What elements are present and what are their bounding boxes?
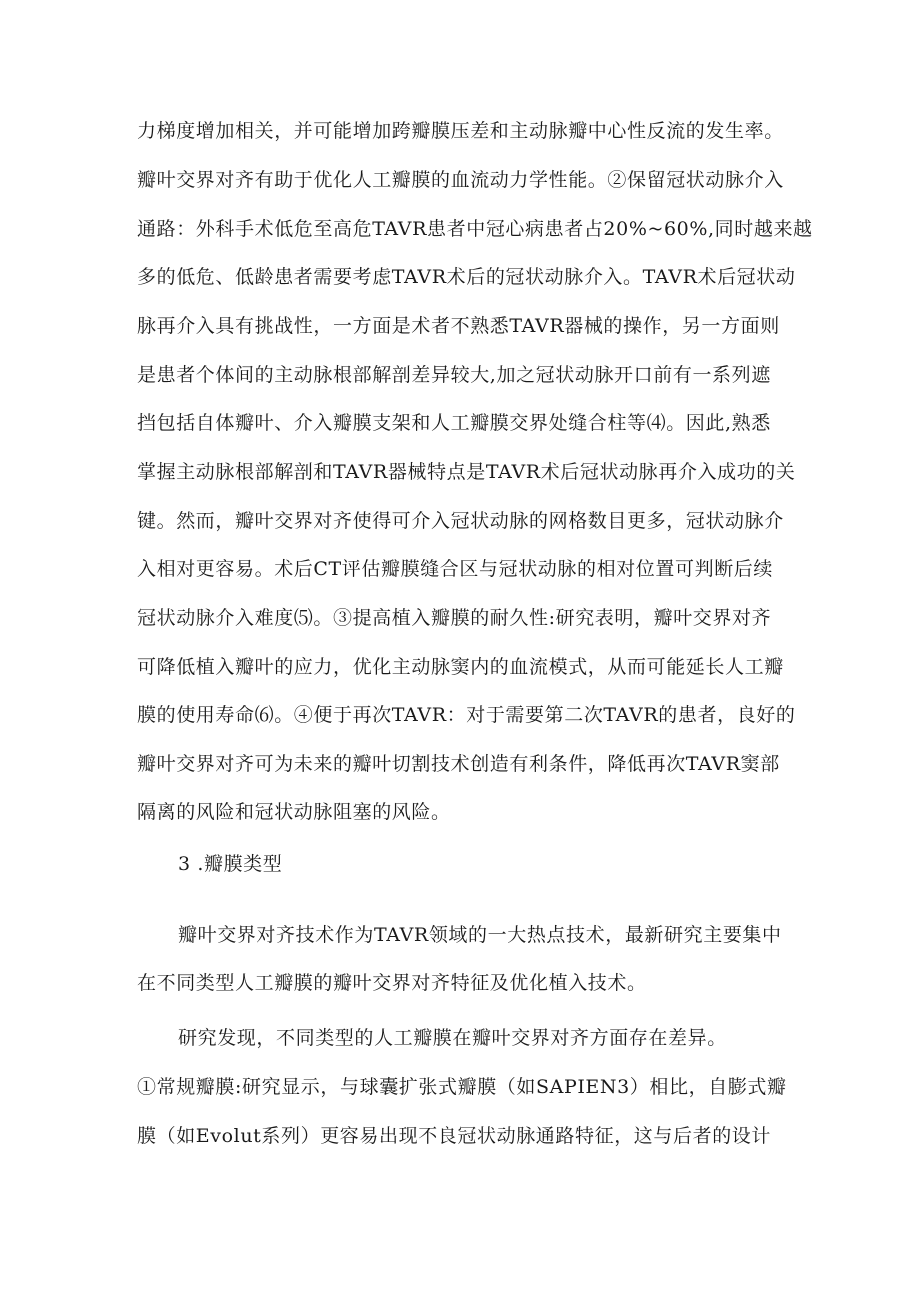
text-line: 是患者个体间的主动脉根部解剖差异较大,加之冠状动脉开口前有一系列遮: [137, 364, 771, 386]
section-heading: 3 .瓣膜类型: [178, 853, 283, 875]
text-line: 在不同类型人工瓣膜的瓣叶交界对齐特征及优化植入技术。: [137, 972, 647, 994]
text-line: 可降低植入瓣叶的应力，优化主动脉窦内的血流模式，从而可能延长人工瓣: [137, 656, 784, 678]
text-line: 入相对更容易。术后CT评估瓣膜缝合区与冠状动脉的相对位置可判断后续: [137, 558, 774, 580]
text-line: 隔离的风险和冠状动脉阻塞的风险。: [137, 801, 451, 823]
text-line: 脉再介入具有挑战性，一方面是术者不熟悉TAVR器械的操作，另一方面则: [137, 315, 780, 337]
text-line: 膜（如Evolut系列）更容易出现不良冠状动脉通路特征，这与后者的设计: [137, 1125, 771, 1147]
text-line: 通路：外科手术低危至高危TAVR患者中冠心病患者占20%~60%,同时越来越: [137, 218, 813, 240]
text-line: 冠状动脉介入难度⑸。③提高植入瓣膜的耐久性:研究表明，瓣叶交界对齐: [137, 607, 772, 629]
text-line: 膜的使用寿命⑹。④便于再次TAVR：对于需要第二次TAVR的患者，良好的: [137, 704, 796, 726]
text-line: 瓣叶交界对齐有助于优化人工瓣膜的血流动力学性能。②保留冠状动脉介入: [137, 169, 784, 191]
text-line: 多的低危、低龄患者需要考虑TAVR术后的冠状动脉介入。TAVR术后冠状动: [137, 266, 796, 288]
text-line: 力梯度增加相关，并可能增加跨瓣膜压差和主动脉瓣中心性反流的发生率。: [137, 120, 784, 142]
text-line: 研究发现，不同类型的人工瓣膜在瓣叶交界对齐方面存在差异。: [178, 1027, 727, 1049]
text-line: 掌握主动脉根部解剖和TAVR器械特点是TAVR术后冠状动脉再介入成功的关: [137, 461, 796, 483]
text-line: 挡包括自体瓣叶、介入瓣膜支架和人工瓣膜交界处缝合柱等⑷。因此,熟悉: [137, 412, 771, 434]
text-line: 瓣叶交界对齐技术作为TAVR领域的一大热点技术，最新研究主要集中: [178, 924, 782, 946]
text-line: 键。然而，瓣叶交界对齐使得可介入冠状动脉的网格数目更多，冠状动脉介: [137, 510, 784, 532]
text-line: ①常规瓣膜:研究显示，与球囊扩张式瓣膜（如SAPIEN3）相比，自膨式瓣: [137, 1076, 787, 1098]
text-line: 瓣叶交界对齐可为未来的瓣叶切割技术创造有利条件，降低再次TAVR窦部: [137, 753, 780, 775]
